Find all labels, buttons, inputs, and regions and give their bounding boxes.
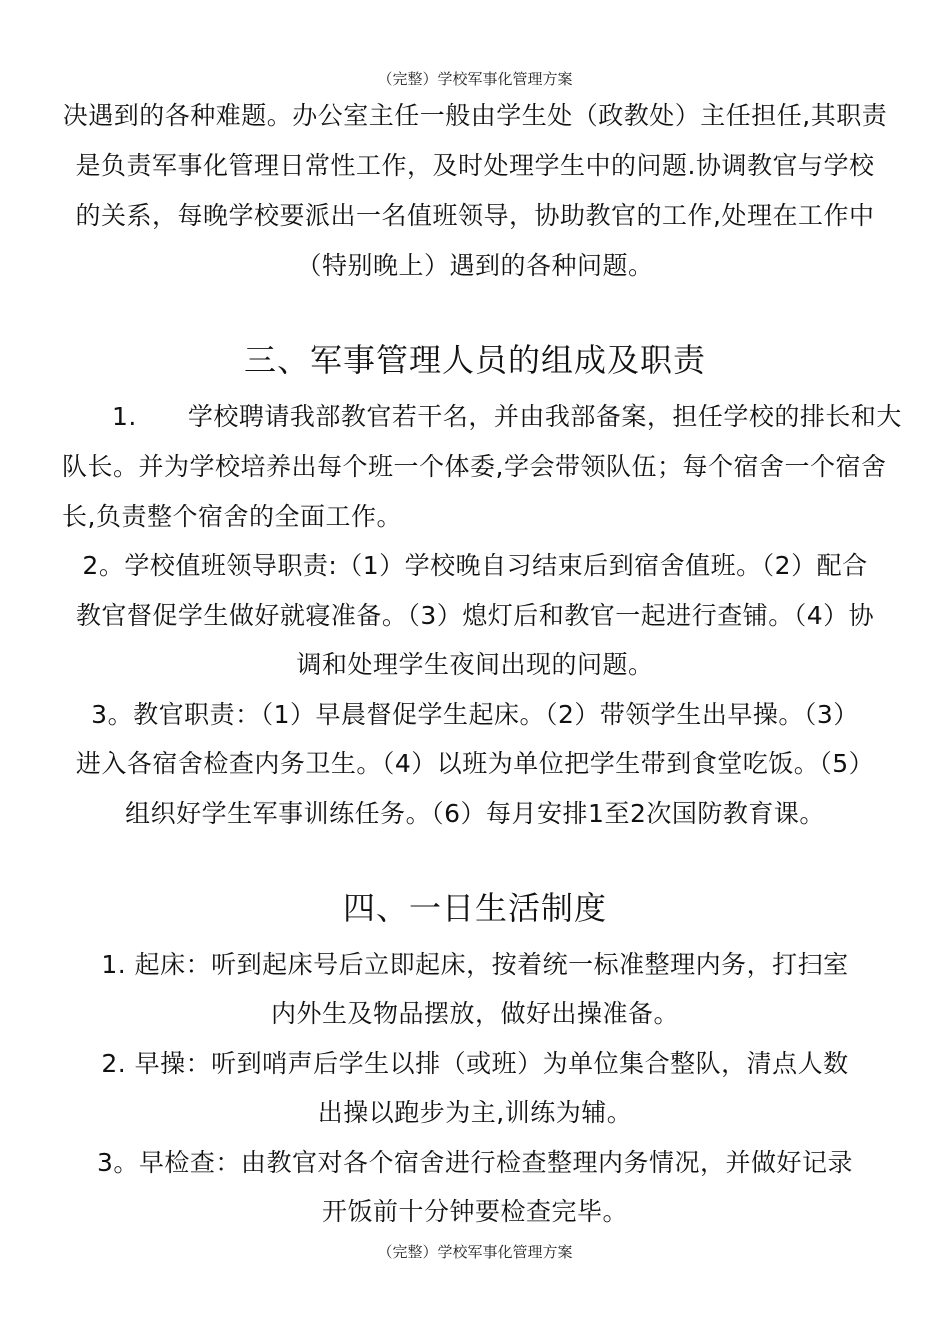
intro-line-3: 的关系，每晚学校要派出一名值班领导，协助教官的工作,处理在工作中 xyxy=(75,201,875,230)
section-4-heading: 四、一日生活制度 xyxy=(342,889,607,927)
running-header: （完整）学校军事化管理方案 xyxy=(377,70,573,88)
section-3-line-6: 调和处理学生夜间出现的问题。 xyxy=(296,650,654,679)
section-4-line-3: 2. 早操：听到哨声后学生以排（或班）为单位集合整队，清点人数 xyxy=(101,1049,849,1078)
section-4-line-5: 3。早检查：由教官对各个宿舍进行检查整理内务情况，并做好记录 xyxy=(97,1148,853,1177)
section-3-heading: 三、军事管理人员的组成及职责 xyxy=(243,341,706,379)
section-3-line-3: 长,负责整个宿舍的全面工作。 xyxy=(62,502,402,531)
intro-line-4: （特别晚上）遇到的各种问题。 xyxy=(296,251,654,280)
section-4-line-2: 内外生及物品摆放，做好出操准备。 xyxy=(270,999,679,1028)
section-4-line-4: 出操以跑步为主,训练为辅。 xyxy=(317,1098,633,1127)
intro-line-2: 是负责军事化管理日常性工作，及时处理学生中的问题.协调教官与学校 xyxy=(75,151,875,180)
section-3-line-7: 3。教官职责：（1）早晨督促学生起床。（2）带领学生出早操。（3） xyxy=(91,700,859,729)
section-3-line-2: 队长。并为学校培养出每个班一个体委,学会带领队伍；每个宿舍一个宿舍 xyxy=(62,452,887,481)
section-3-line-5: 教官督促学生做好就寝准备。（3）熄灯后和教官一起进行查铺。（4）协 xyxy=(75,601,875,630)
section-3-line-4: 2。学校值班领导职责:（1）学校晚自习结束后到宿舍值班。（2）配合 xyxy=(82,551,868,580)
section-4-line-1: 1. 起床：听到起床号后立即起床，按着统一标准整理内务，打扫室 xyxy=(101,950,849,979)
running-footer: （完整）学校军事化管理方案 xyxy=(377,1243,573,1261)
section-3-line-9: 组织好学生军事训练任务。（6）每月安排1至2次国防教育课。 xyxy=(125,799,825,828)
section-4-line-6: 开饭前十分钟要检查完毕。 xyxy=(321,1197,628,1226)
section-3-line-8: 进入各宿舍检查内务卫生。（4）以班为单位把学生带到食堂吃饭。（5） xyxy=(75,749,875,778)
intro-line-1: 决遇到的各种难题。办公室主任一般由学生处（政教处）主任担任,其职责 xyxy=(62,101,888,130)
section-3-line-1: 1. 学校聘请我部教官若干名，并由我部备案，担任学校的排长和大 xyxy=(112,402,902,431)
